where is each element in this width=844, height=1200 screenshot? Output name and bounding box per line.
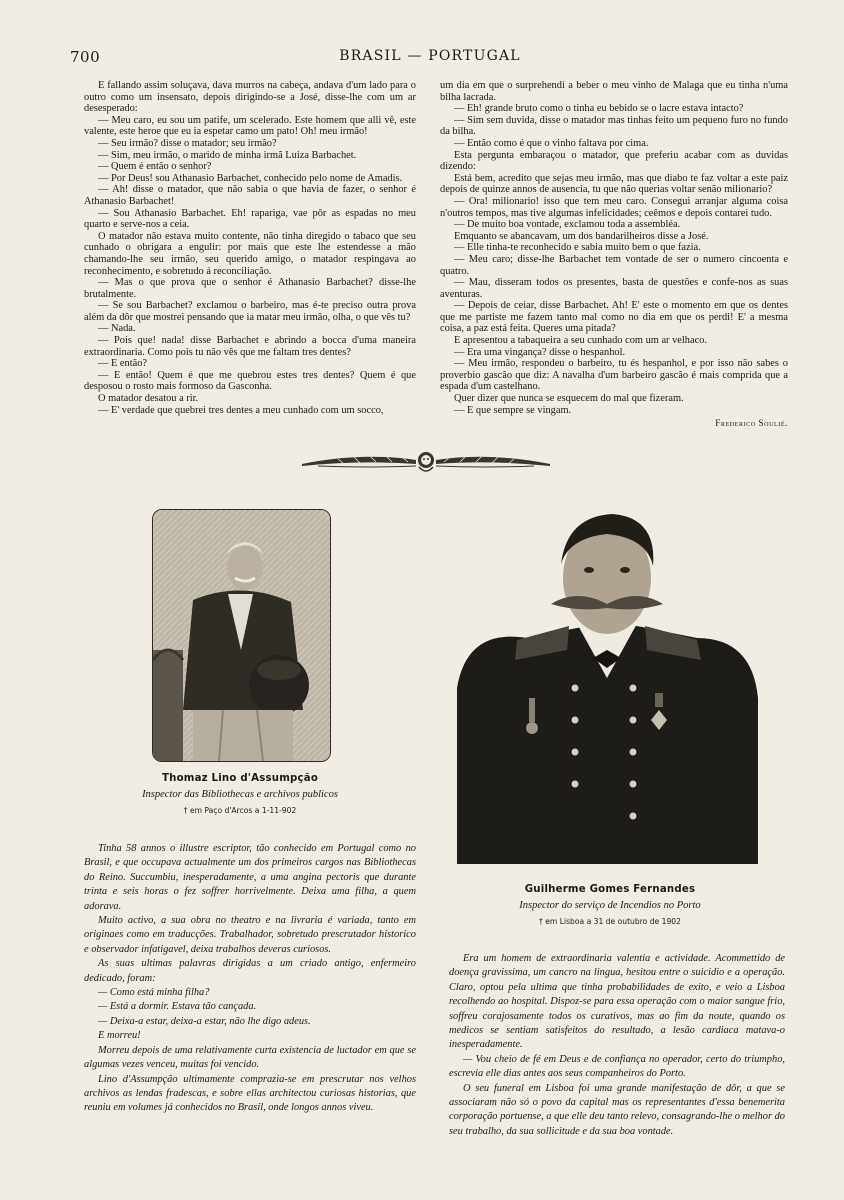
story-paragraph: — Mau, disseram todos os presentes, basta de questões e confe-nos as suas aventuras. bbox=[440, 277, 788, 300]
death-notice: † em Paço d'Arcos a 1-11-902 bbox=[183, 806, 297, 815]
story-paragraph: — Mas o que prova que o senhor é Athanasio Barbachet? disse-lhe brutalmente. bbox=[84, 277, 416, 300]
obituary-paragraph: — Deixa-a estar, deixa-a estar, não lhe digo adeus. bbox=[98, 1015, 311, 1027]
person-name: Guilherme Gomes Fernandes bbox=[524, 884, 696, 895]
story-paragraph: — Sim, meu irmão, o marido de minha irmã Luiza Barbachet. bbox=[98, 149, 357, 161]
seated-man-photo bbox=[153, 510, 330, 761]
caption-guilherme-gomes bbox=[470, 884, 750, 926]
obituary-paragraph: — Está a dormir. Estava tão cançada. bbox=[98, 1001, 257, 1013]
story-paragraph: — Ora! milionario! isso que tem meu caro. Consegui arranjar alguma coisa n'outros tempos, mas tive algumas infelicidades; ceêmos e depois contarei tudo. bbox=[440, 195, 788, 219]
death-notice: † em Lisboa a 31 de outubro de 1902 bbox=[539, 917, 681, 926]
story-paragraph: — Pois que! nada! disse Barbachet e abrindo a bocca d'uma maneira extraordinaria. Como pois tu não vês que me faltam tres dentes? bbox=[84, 335, 416, 358]
story-paragraph: Emquanto se abancavam, um dos bandarilheiros disse a José. bbox=[454, 230, 709, 242]
story-paragraph: — Ah! disse o matador, que não sabia o que havia de fazer, o senhor é Athanasio Barbachet! bbox=[84, 184, 416, 207]
obituary-paragraph: Era um homem de extraordinaria valentia e actividade. Acommettido de doença gravissima, um cancro na lingua, hesitou entre o suicidio e a operação. Claro, optou pela ultima que tinha probabilidades de exito, e veio a Lisboa recolhendo ao hospital. Dispoz-se para essa operação com o maior sangue frio, soffreu corajosamente todos os curativos, mas ao fim da noute, quando os medicos se sentiam satisfeitos do resultado, a lesão cardiaca matava-o inesperadamente. bbox=[449, 953, 785, 1051]
portrait-thomaz-lino bbox=[152, 509, 331, 762]
uniformed-man-photo bbox=[457, 508, 758, 864]
story-paragraph: — E' verdade que quebrei tres dentes a meu cunhado com um socco, bbox=[98, 404, 384, 416]
obituary-paragraph: Morreu depois de uma relativamente curta existencia de luctador em que se algumas vezes venceu, muitas foi vencido. bbox=[84, 1044, 416, 1071]
story-paragraph: um dia em que o surprehendi a beber o meu vinho de Malaga que eu tinha n'uma bilha lacrada. bbox=[440, 80, 788, 103]
obituary-text-left bbox=[84, 842, 416, 1116]
story-paragraph: — De muito boa vontade, exclamou toda a assembléa. bbox=[454, 219, 681, 231]
story-column-left bbox=[84, 80, 416, 416]
obituary-paragraph: As suas ultimas palavras dirigidas a um criado antigo, enfermeiro dedicado, foram: bbox=[84, 958, 416, 984]
story-paragraph: — Depois de ceiar, disse Barbachet. Ah! E' este o momento em que os dentes que me partiste me fazem tanto mal como no dia em que os perdi! E' a mesma coisa, a paz está feita. Queres uma pitada? bbox=[440, 300, 788, 335]
story-paragraph: — Sim sem duvida, disse o matador mas tinhas feito um pequeno furo no fundo da bilha. bbox=[440, 114, 788, 138]
story-paragraph: O matador desatou a rir. bbox=[98, 393, 199, 405]
story-column-right bbox=[440, 80, 788, 430]
story-paragraph: — Meu caro; disse-lhe Barbachet tem vontade de ser o numero cincoenta e quatro. bbox=[440, 253, 788, 277]
story-paragraph: Esta pergunta embaraçou o matador, que preferiu acabar com as duvidas dizendo: bbox=[440, 149, 788, 173]
story-paragraph: Quer dizer que nunca se esquecem do mal que fizeram. bbox=[454, 393, 684, 405]
story-paragraph: — Meu irmão, respondeu o barbeiro, tu és hespanhol, e por isso não sabes o proverbio gascão que diz: A navalha d'um barbeiro gascão é mais comprida que a espada d'um castelhano. bbox=[440, 358, 788, 393]
story-paragraph: — E que sempre se vingam. bbox=[454, 404, 572, 416]
obituary-paragraph: — Como está minha filha? bbox=[98, 987, 210, 999]
story-paragraph: — Meu caro, eu sou um patife, um scelerado. Este homem que alli vê, este valente, este heroe que eu ia espetar camo um pato! Oh! meu irmão! bbox=[84, 114, 416, 138]
story-paragraph: — Então como é que o vinho faltava por cima. bbox=[454, 137, 649, 149]
story-paragraph: — E então! Quem é que me quebrou estes tres dentes? Quem é que desposou o rosto mais formoso da Gasconha. bbox=[84, 369, 416, 393]
story-paragraph: E fallando assim soluçava, dava murros na cabeça, andava d'um lado para o outro como um insensato, depois dirigindo-se a José, disse-lhe com um ar desesperado: bbox=[84, 80, 416, 115]
obituary-paragraph: Lino d'Assumpção ultimamente comprazia-se em prescrutar nos velhos archivos as lendas fradescas, e sobre ellas architectou curiosas historias, que reuniu em volumes já conhecidos no Brasil, onde longos annos viveu. bbox=[84, 1073, 416, 1114]
story-paragraph: Está bem, acredito que sejas meu irmão, mas que diabo te faz voltar a este paiz depois de quinze annos de ausencia, tu que não querias voltar senão milionario? bbox=[440, 172, 788, 196]
portrait-guilherme-gomes bbox=[457, 508, 758, 864]
author-signature: Frederico Soulié. bbox=[715, 418, 788, 429]
caption-thomaz-lino bbox=[110, 773, 370, 815]
story-paragraph: — Seu irmão? disse o matador; seu irmão? bbox=[98, 137, 277, 149]
obituary-paragraph: O seu funeral em Lisboa foi uma grande manifestação de dôr, a que se associaram não só o povo da capital mas os representantes d'essa benemerita corporação portuense, a que elle deu tanto relevo, consagrando-lhe o melhor do seu trabalho, da sua sollicitude e da sua boa vontade. bbox=[449, 1082, 785, 1137]
person-name: Thomaz Lino d'Assumpção bbox=[161, 773, 319, 784]
winged-ornament-divider bbox=[298, 448, 554, 476]
story-paragraph: — Era uma vingança? disse o hespanhol. bbox=[454, 346, 626, 358]
page-number: 700 bbox=[70, 48, 101, 66]
obituary-text-right bbox=[449, 952, 785, 1139]
story-paragraph: — E então? bbox=[98, 358, 148, 370]
story-paragraph: E apresentou a tabaqueira a seu cunhado com um ar velhaco. bbox=[454, 335, 708, 347]
obituary-paragraph: E morreu! bbox=[98, 1030, 141, 1042]
person-role: Inspector das Bibliothecas e archivos publicos bbox=[142, 789, 338, 800]
story-paragraph: — Quem é então o senhor? bbox=[98, 161, 212, 173]
story-paragraph: O matador não estava muito contente, não tinha diregido o tabaco que seu cunhado o obrigara a engulir: por mais que este lhe estendesse a mão chamando-lhe seu irmão, seu querido amigo, o matador respingava ao reconhecimento, e sobretudo á reconciliação. bbox=[84, 230, 416, 277]
running-title: BRASIL — PORTUGAL bbox=[339, 48, 521, 64]
story-paragraph: — Nada. bbox=[98, 323, 136, 335]
story-paragraph: — Elle tinha-te reconhecido e sabia muito bem o que fazia. bbox=[454, 242, 701, 254]
person-role: Inspector do serviço de Incendios no Porto bbox=[519, 900, 701, 911]
obituary-paragraph: — Vou cheio de fé em Deus e de confiança no operador, certo do triumpho, escrevia elle dias antes aos seus companheiros do Porto. bbox=[449, 1053, 785, 1080]
obituary-paragraph: Muito activo, a sua obra no theatro e na livraria é variada, tanto em originaes como em traducções. Trabalhador, sobretudo prescrutador historico e observador infatigavel, deixa trabalhos deveras curiosos. bbox=[84, 915, 416, 955]
story-paragraph: — Eh! grande bruto como o tinha eu bebido se o lacre estava intacto? bbox=[454, 103, 744, 115]
page-header bbox=[70, 48, 790, 68]
story-paragraph: — Por Deus! sou Athanasio Barbachet, conhecido pelo nome de Amadis. bbox=[98, 172, 403, 184]
story-paragraph: — Se sou Barbachet? exclamou o barbeiro, mas é-te preciso outra prova além da dôr que mostrei pensando que ia matar meu irmão, olha, o que vês tu? bbox=[84, 300, 416, 323]
obituary-paragraph: Tinha 58 annos o illustre escriptor, tão conhecido em Portugal como no Brasil, e que occupava actualmente um dos primeiros cargos nas Bibliothecas do Reino. Succumbiu, inesperadamente, a uma angina pectoris que durante trinta e seis horas o fez soffrer horrivelmente. Deixa uma filha, a quem adorava. bbox=[84, 843, 416, 912]
story-paragraph: — Sou Athanasio Barbachet. Eh! raparigа, vae pôr as espadas no meu quarto e serve-nos a ceia. bbox=[84, 207, 416, 231]
